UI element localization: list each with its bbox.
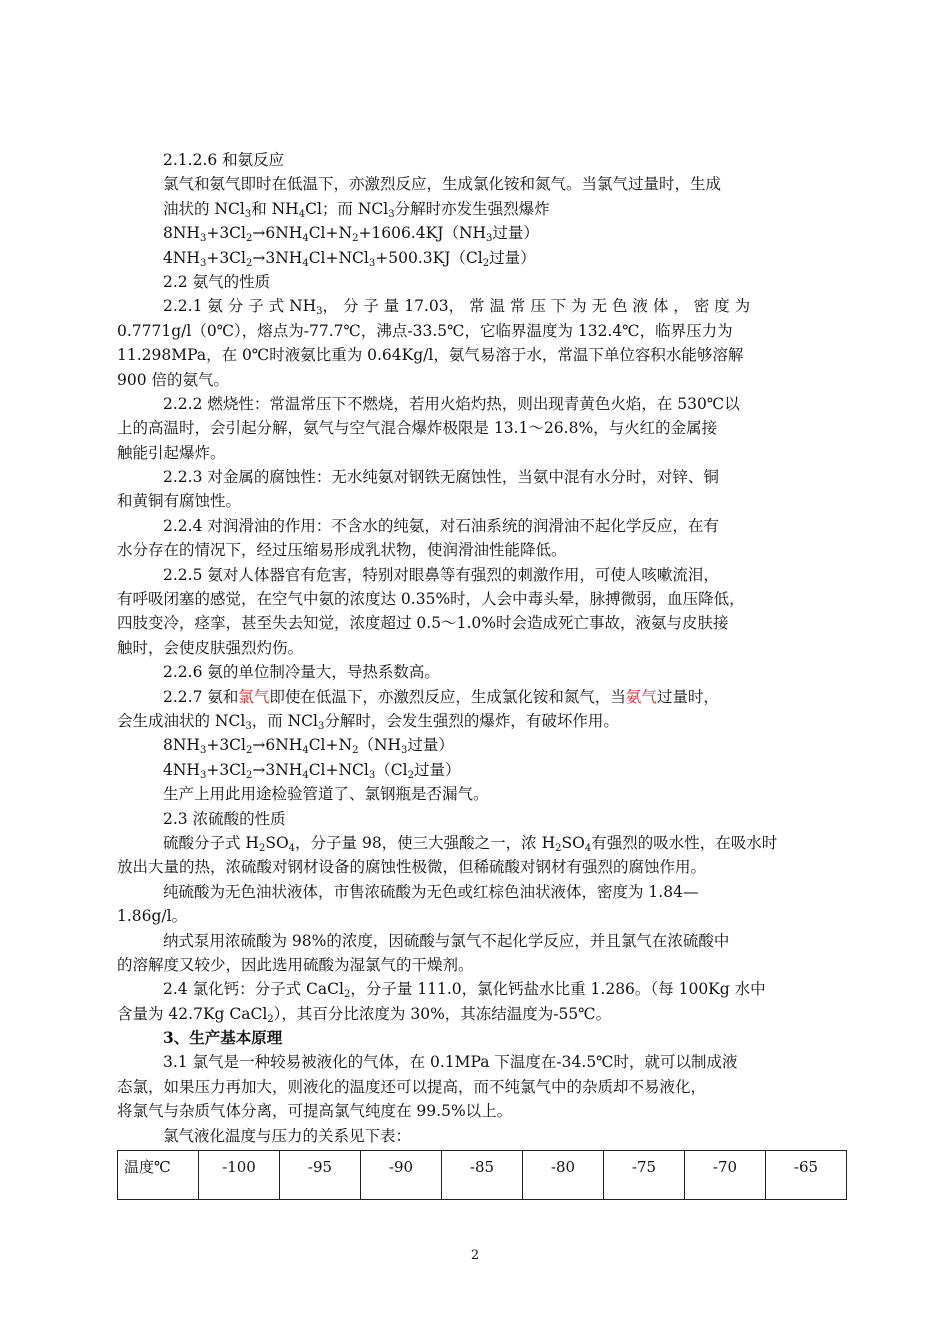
subscript: 4: [288, 842, 296, 854]
text-run: 会生成油状的 NCl: [117, 711, 246, 730]
subscript: 2: [555, 842, 562, 854]
text-line: [117, 685, 847, 709]
text-run: Cl+N: [308, 224, 353, 243]
section-heading: [117, 1026, 847, 1050]
text-run: 态氯，如果压力再加大，则液化的温度还可以提高，而不纯氯气中的杂质却不易液化，: [117, 1077, 707, 1096]
text-run: （NH: [358, 736, 402, 755]
text-run: 8NH: [163, 224, 200, 243]
text-run: 四肢变冷，痉挛，甚至失去知觉，浓度超过 0.5～1.0%时会造成死亡事故，液氨与皮肤接: [117, 614, 729, 633]
text-run: 2.2.2 燃烧性：常温常压下不燃烧，若用火焰灼热，则出现青黄色火焰，在 530℃以: [163, 394, 740, 413]
text-line: [117, 319, 847, 343]
subscript: 4: [298, 208, 306, 220]
text-run: →3NH: [252, 760, 303, 779]
subscript: 2: [407, 769, 414, 781]
table-cell: -70: [685, 1151, 766, 1200]
subscript: 4: [302, 745, 309, 757]
text-run: ，而 NCl: [251, 711, 318, 730]
text-run: 即使在低温下，亦激烈反应，生成氯化铵和氮气，当: [269, 687, 626, 706]
temperature-pressure-table: [117, 1150, 847, 1200]
text-run: （Cl: [375, 760, 408, 779]
text-run: 2.2.5 氨对人体器官有危害，特别对眼鼻等有强烈的刺激作用，可使人咳嗽流泪，: [163, 565, 719, 584]
subscript: 2: [246, 769, 253, 781]
text-run: +1606.4KJ（NH: [358, 224, 487, 243]
text-run: 8NH: [163, 736, 200, 755]
subscript: 3: [199, 233, 207, 245]
text-run: Cl+N: [308, 736, 353, 755]
text-line: [117, 172, 847, 196]
subscript: 2: [246, 745, 253, 757]
text-line: [117, 514, 847, 538]
subscript: 3: [245, 720, 252, 732]
text-line: [117, 660, 847, 684]
subscript: 2: [352, 745, 359, 757]
text-run: 硫酸分子式 H: [163, 833, 259, 852]
text-run: 氯气液化温度与压力的关系见下表：: [163, 1126, 412, 1145]
text-line: [117, 563, 847, 587]
text-line: [117, 270, 847, 294]
text-run: ，分子量 98，使三大强酸之一，浓 H: [295, 833, 556, 852]
text-run: +500.3KJ（Cl: [375, 248, 483, 267]
text-run: Cl；而 NCl: [305, 199, 389, 218]
text-run: Cl+NCl: [308, 760, 369, 779]
page-number: 2: [470, 1248, 480, 1263]
document-body: [117, 148, 847, 1200]
highlighted-text: 氨气: [625, 687, 657, 706]
text-run: →6NH: [252, 736, 303, 755]
text-run: 放出大量的热，浓硫酸对钢材设备的腐蚀性极微，但稀硫酸对钢材有强烈的腐蚀作用。: [117, 858, 707, 877]
text-run: →3NH: [252, 248, 303, 267]
text-line: [117, 489, 847, 513]
table-cell: -90: [361, 1151, 442, 1200]
text-run: +3Cl: [206, 736, 246, 755]
text-run: +3Cl: [206, 760, 246, 779]
subscript: 2: [343, 989, 351, 1001]
subscript: 2: [352, 233, 359, 245]
text-line: [117, 221, 847, 245]
subscript: 4: [302, 233, 309, 245]
text-run: 2.2.6 氨的单位制冷量大，导热系数高。: [163, 663, 440, 682]
text-run: →6NH: [252, 224, 303, 243]
text-run: 900 倍的氨气。: [117, 370, 230, 389]
text-run: 过量）: [413, 760, 461, 779]
text-run: 上的高温时，会引起分解，氨气与空气混合爆炸极限是 13.1～26.8%，与火红的金属接: [117, 419, 718, 438]
table-cell: -85: [442, 1151, 523, 1200]
text-line: [117, 587, 847, 611]
text-run: 4NH: [163, 248, 200, 267]
text-line: [117, 246, 847, 270]
text-run: 氯气和氨气即时在低温下，亦激烈反应，生成氯化铵和氮气。当氯气过量时，生成: [163, 175, 722, 194]
subscript: 2: [246, 257, 253, 269]
text-line: [117, 416, 847, 440]
text-run: 分解时，会发生强烈的爆炸，有破坏作用。: [324, 711, 619, 730]
text-run: 2.2.3 对金属的腐蚀性：无水纯氨对钢铁无腐蚀性，当氨中混有水分时，对锌、铜: [163, 468, 719, 487]
text-run: 0.7771g/l（0℃），熔点为-77.7℃，沸点-33.5℃，它临界温度为 132.4℃，临界压力为: [117, 321, 733, 340]
highlighted-text: 氯气: [238, 687, 270, 706]
text-line: [117, 1002, 847, 1026]
subscript: 3: [388, 208, 395, 220]
text-run: 2.2 氨气的性质: [163, 272, 271, 291]
text-run: 触能引起爆炸。: [117, 443, 226, 462]
table-cell: -95: [280, 1151, 361, 1200]
subscript: 3: [318, 720, 325, 732]
text-line: [117, 441, 847, 465]
subscript: 3: [368, 769, 376, 781]
text-line: [117, 197, 847, 221]
text-run: ，分子量 111.0，氯化钙盐水比重 1.286。（每 100Kg 水中: [350, 980, 766, 999]
text-run: 生产上用此用途检验管道了、氯钢瓶是否漏气。: [163, 785, 489, 804]
subscript: 3: [368, 257, 376, 269]
text-run: 纯硫酸为无色油状液体，市售浓硫酸为无色或红棕色油状液体，密度为 1.84—: [163, 882, 699, 901]
subscript: 3: [401, 745, 408, 757]
text-run: 有呼吸闭塞的感觉，在空气中氨的浓度达 0.35%时，人会中毒头晕，脉搏微弱，血压降低，: [117, 590, 745, 609]
text-line: [117, 465, 847, 489]
text-line: [117, 904, 847, 928]
text-run: 4NH: [163, 760, 200, 779]
text-run: SO: [561, 833, 585, 852]
subscript: 2: [482, 257, 490, 269]
text-line: [117, 1050, 847, 1074]
text-line: [117, 538, 847, 562]
text-run: 有强烈的吸水性，在吸水时: [591, 833, 778, 852]
text-run: 过量）: [407, 736, 454, 755]
text-line: [117, 953, 847, 977]
subscript: 4: [302, 257, 309, 269]
text-run: +3Cl: [206, 224, 246, 243]
table-row: [118, 1151, 847, 1200]
text-line: [117, 1075, 847, 1099]
text-line: [117, 782, 847, 806]
subscript: 3: [199, 257, 207, 269]
subscript: 4: [584, 842, 592, 854]
text-line: [117, 733, 847, 757]
subscript: 2: [246, 233, 253, 245]
text-line: [117, 855, 847, 879]
text-run: 过量）: [492, 224, 539, 243]
text-run: 2.2.1 氨 分 子 式 NH: [163, 297, 317, 316]
table-cell: -80: [523, 1151, 604, 1200]
text-run: 3.1 氯气是一种较易被液化的气体，在 0.1MPa 下温度在-34.5℃时，就可以制成液: [163, 1053, 738, 1072]
subscript: 4: [302, 769, 309, 781]
text-run: 过量）: [489, 248, 536, 267]
text-run: Cl+NCl: [308, 248, 369, 267]
text-line: [117, 1124, 847, 1148]
text-line: [117, 977, 847, 1001]
text-run: 分解时亦发生强烈爆炸: [394, 199, 550, 218]
text-line: [117, 880, 847, 904]
text-line: [117, 611, 847, 635]
text-run: 2.2.7 氨和: [163, 687, 239, 706]
text-run: 和黄铜有腐蚀性。: [117, 492, 242, 511]
subscript: 3: [244, 208, 252, 220]
text-run: 11.298MPa，在 0℃时液氨比重为 0.64Kg/l，氨气易溶于水，常温下单位容积水能够溶解: [117, 346, 744, 365]
text-line: [117, 636, 847, 660]
text-line: [117, 1099, 847, 1123]
text-run: ， 分 子 量 17.03， 常 温 常 压 下 为 无 色 液 体 ， 密 度 为: [322, 297, 751, 316]
text-run: 和 NH: [251, 199, 299, 218]
text-run: 1.86g/l。: [117, 907, 188, 926]
text-run: SO: [265, 833, 289, 852]
text-run: 2.4 氯化钙：分子式 CaCl: [163, 980, 344, 999]
subscript: 2: [258, 842, 266, 854]
subscript: 3: [316, 306, 323, 318]
table-cell: -100: [199, 1151, 280, 1200]
table-cell: -75: [604, 1151, 685, 1200]
text-run: ），其百分比浓度为 30%，其冻结温度为-55℃。: [273, 1004, 612, 1023]
table-header-cell: 温度℃: [118, 1151, 199, 1200]
text-run: 2.3 浓硫酸的性质: [163, 809, 286, 828]
text-run: 水分存在的情况下，经过压缩易形成乳状物，使润滑油性能降低。: [117, 541, 567, 560]
subscript: 3: [486, 233, 493, 245]
text-line: [117, 929, 847, 953]
text-run: 过量时，: [656, 687, 719, 706]
subscript: 3: [199, 769, 207, 781]
text-line: [117, 709, 847, 733]
text-run: +3Cl: [206, 248, 246, 267]
text-line: [117, 392, 847, 416]
text-line: [117, 343, 847, 367]
text-run: 3、生产基本原理: [163, 1028, 283, 1048]
text-line: [117, 807, 847, 831]
text-run: 2.2.4 对润滑油的作用：不含水的纯氨，对石油系统的润滑油不起化学反应，在有: [163, 516, 719, 535]
table-cell: -65: [766, 1151, 847, 1200]
text-run: 触时，会使皮肤强烈灼伤。: [117, 638, 304, 657]
text-run: 2.1.2.6 和氨反应: [163, 151, 285, 169]
text-line: [117, 831, 847, 855]
text-run: 纳式泵用浓硫酸为 98%的浓度，因硫酸与氯气不起化学反应，并且氯气在浓硫酸中: [163, 931, 730, 950]
text-run: 的溶解度又较少，因此选用硫酸为湿氯气的干燥剂。: [117, 955, 474, 974]
text-line: [117, 148, 847, 172]
text-run: 含量为 42.7Kg CaCl: [117, 1004, 268, 1023]
text-line: [117, 294, 847, 318]
text-line: [117, 758, 847, 782]
subscript: 2: [267, 1013, 274, 1025]
text-run: 将氯气与杂质气体分离，可提高氯气纯度在 99.5%以上。: [117, 1102, 513, 1121]
text-line: [117, 368, 847, 392]
subscript: 3: [199, 745, 207, 757]
text-run: 油状的 NCl: [163, 199, 245, 218]
